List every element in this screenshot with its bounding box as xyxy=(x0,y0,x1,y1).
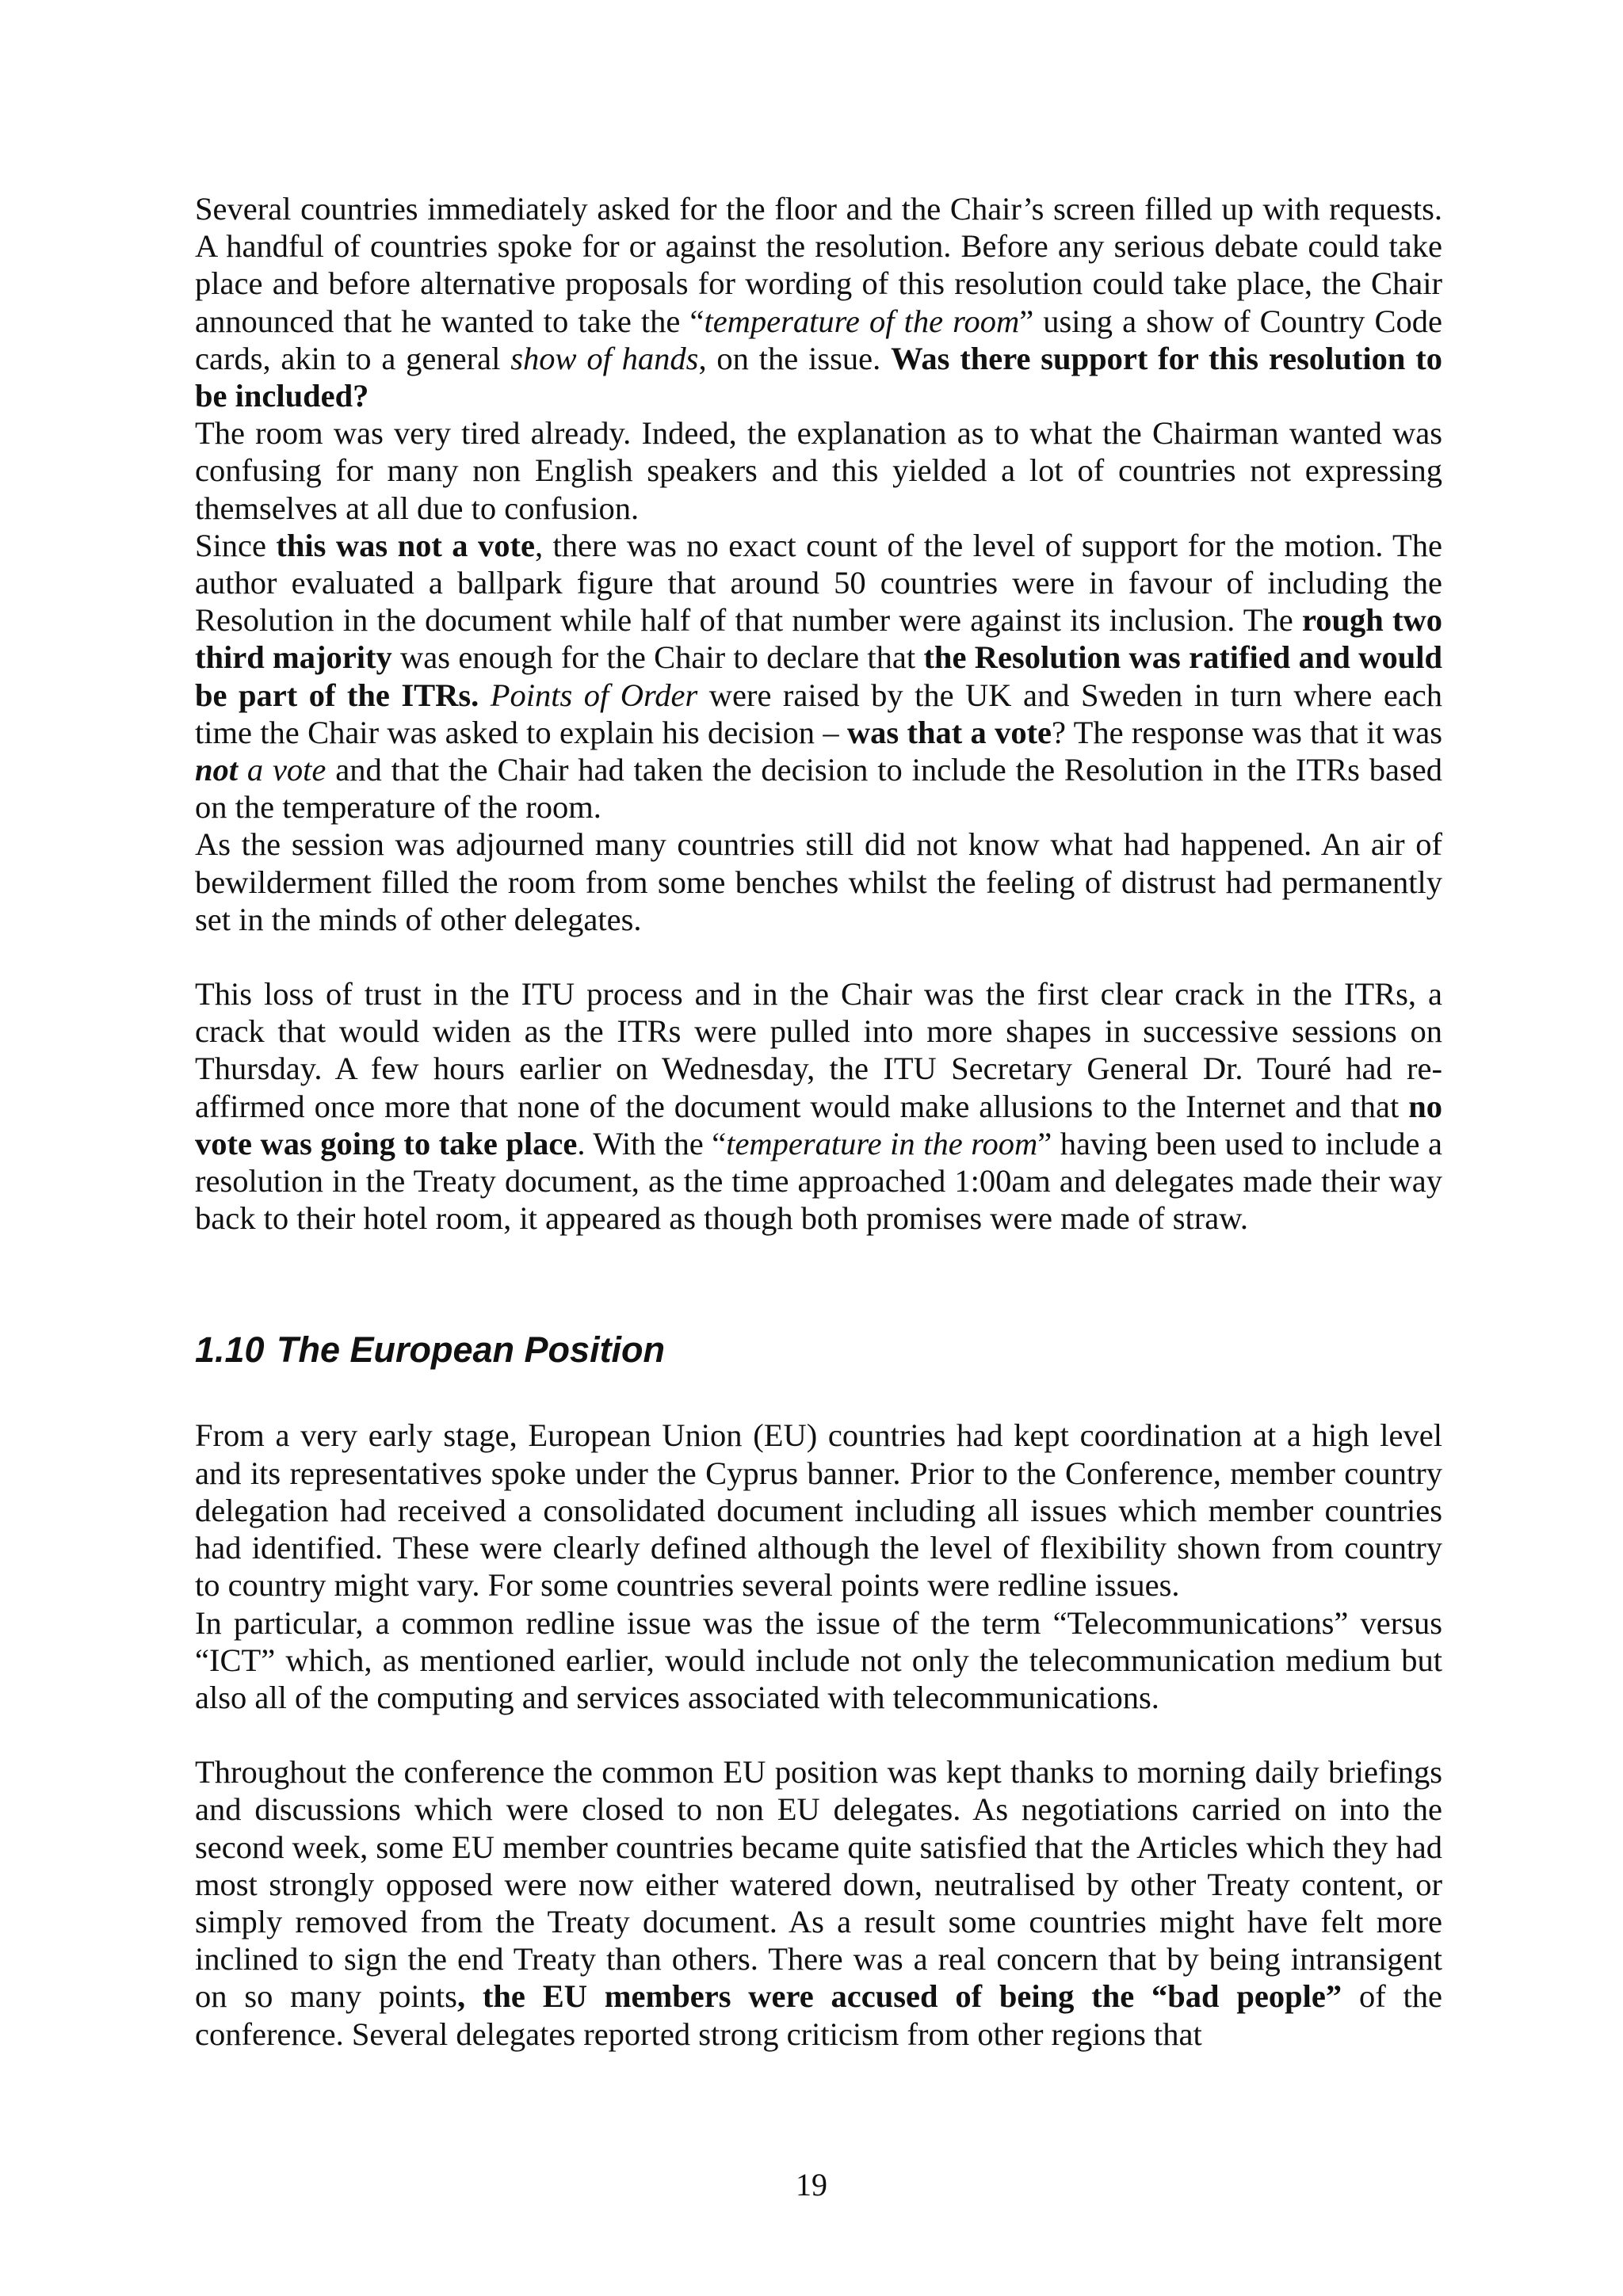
italic-run: temperature in the room xyxy=(726,1125,1038,1161)
paragraph-common-eu-position xyxy=(195,1753,1442,2053)
text-run: were raised by the UK and Sweden in turn where each time the Chair was asked to explain his decision – xyxy=(195,677,1443,750)
text-run: Throughout the conference the common EU position was kept thanks to morning daily briefings and discussions which were closed to non EU delegates. As negotiations carried on into the second week, some EU member countries became quite satisfied that the Articles which they had most strongly opposed were now either watered down, neutralised by other Treaty content, or simply removed from the Treaty document. As a result some countries might have felt more inclined to sign the end Treaty than others. There was a real concern that by being intransigent on so many points xyxy=(195,1754,1442,2015)
text-run: ? The response was that it was xyxy=(1052,714,1442,750)
text-run: , there was no exact count of the level of support for the motion. The author evaluated a ballpark figure that around 50 countries were in favour of including the Resolution in the document while half of that number were against its inclusion. The xyxy=(195,527,1442,639)
bold-run: rough two third majority xyxy=(195,602,1443,676)
paragraph-redline-issue xyxy=(195,1604,1442,1717)
italic-run: show of hands xyxy=(510,340,699,376)
page-number: 19 xyxy=(796,2167,827,2203)
text-run: and that the Chair had taken the decision to include the Resolution in the ITRs based on the temperature of the room. xyxy=(195,752,1442,826)
text-run: of the conference. Several delegates reported strong criticism from other regions that xyxy=(195,1978,1442,2052)
text-run: was enough for the Chair to declare that xyxy=(391,639,924,676)
paragraph-eu-coordination xyxy=(195,1417,1442,1604)
page-content xyxy=(195,190,1442,2053)
bold-run: , the EU members were accused of being the “bad people” xyxy=(456,1978,1342,2015)
text-run: Several countries immediately asked for the floor and the Chair’s screen filled up with requests. A handful of countries spoke for or against the resolution. Before any serious debate could take place and before alternative proposals for wording of this resolution could take place, the Chair announced that he wanted to take the “ xyxy=(195,191,1442,339)
section-title: The European Position xyxy=(277,1329,666,1371)
text-run: In particular, a common redline issue was the issue of the term “Telecommunications” versus “ICT” which, as mentioned earlier, would include not only the telecommunication medium but also all of the computing and services associated with telecommunications. xyxy=(195,1604,1442,1715)
bold-run: no vote was going to take place xyxy=(195,1088,1442,1161)
bold-italic-run: not xyxy=(195,752,239,788)
text-run: ” using a show of Country Code cards, akin to a general xyxy=(195,303,1443,376)
section-heading xyxy=(195,1328,1442,1372)
text-run: . With the “ xyxy=(577,1125,727,1161)
paragraph-session-adjourned xyxy=(195,826,1442,938)
text-run: Since xyxy=(195,527,277,563)
text-run xyxy=(479,677,490,713)
text-run: , on the issue. xyxy=(698,340,892,376)
paragraph-not-a-vote xyxy=(195,527,1442,826)
text-run: This loss of trust in the ITU process and in the Chair was the first clear crack in the ITRs, a crack that would widen as the ITRs were pulled into more shapes in successive sessions on Thursday. A few hours earlier on Wednesday, the ITU Secretary General Dr. Touré had re-affirmed once more that none of the document would make allusions to the Internet and that xyxy=(195,976,1442,1124)
text-run: ” having been used to include a resolution in the Treaty document, as the time approached 1:00am and delegates made their way back to their hotel room, it appeared as though both promises were made of straw. xyxy=(195,1125,1443,1237)
bold-run: Was there support for this resolution to be included? xyxy=(195,340,1442,414)
italic-run: temperature of the room xyxy=(704,303,1020,339)
italic-run: a vote xyxy=(238,752,327,788)
bold-run: this was not a vote xyxy=(276,527,535,563)
text-run: The room was very tired already. Indeed, the explanation as to what the Chairman wanted was confusing for many non English speakers and this yielded a lot of countries not expressing themselves at all due to confusion. xyxy=(195,415,1442,526)
text-run: From a very early stage, European Union (EU) countries had kept coordination at a high level and its representatives spoke under the Cyprus banner. Prior to the Conference, member country delegation had received a consolidated document including all issues which member countries had identified. These were clearly defined although the level of flexibility shown from country to country might vary. For some countries several points were redline issues. xyxy=(195,1417,1442,1604)
paragraph-spacer xyxy=(195,1716,1442,1753)
italic-run: Points of Order xyxy=(490,677,698,713)
bold-run: was that a vote xyxy=(846,714,1052,750)
paragraph-spacer xyxy=(195,938,1442,975)
text-run: As the session was adjourned many countries still did not know what had happened. An air of bewilderment filled the room from some benches whilst the feeling of distrust had permanently set in the minds of other delegates. xyxy=(195,826,1442,937)
paragraph-room-tired xyxy=(195,414,1442,527)
bold-run: the Resolution was ratified and would be part of the ITRs. xyxy=(195,639,1442,713)
section-number: 1.10 xyxy=(195,1329,265,1371)
paragraph-chair-temperature xyxy=(195,190,1442,414)
paragraph-loss-of-trust xyxy=(195,975,1442,1237)
